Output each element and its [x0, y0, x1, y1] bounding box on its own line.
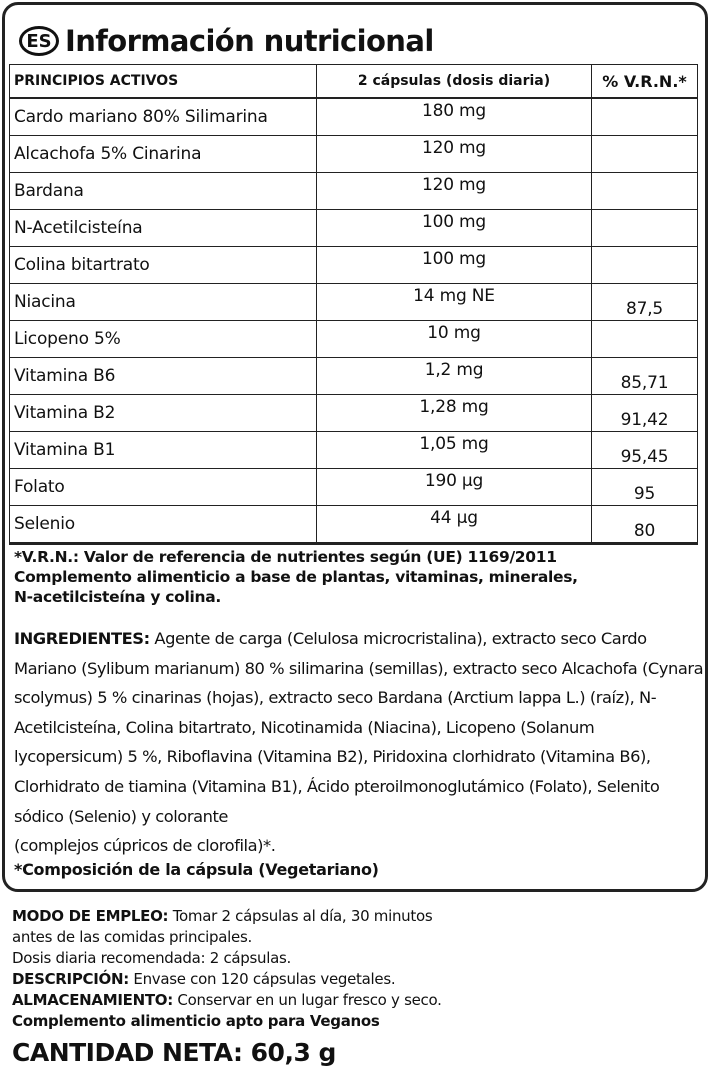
- ingredient-name: N-Acetilcisteína: [10, 210, 317, 247]
- description-text: Envase con 120 cápsulas vegetales.: [128, 970, 396, 988]
- ingredients-block: [14, 624, 704, 861]
- complement-description-1: Complemento alimenticio a base de plantas, vitaminas, minerales,: [14, 568, 578, 586]
- ingredient-vrn: [592, 210, 698, 247]
- table-row: [10, 173, 698, 210]
- ingredient-dose: 10 mg: [317, 321, 592, 358]
- ingredient-name: Alcachofa 5% Cinarina: [10, 136, 317, 173]
- ingredient-vrn: 91,42: [592, 395, 698, 432]
- ingredient-vrn: 87,5: [592, 284, 698, 321]
- ingredient-dose: 1,2 mg: [317, 358, 592, 395]
- usage-mode: [12, 906, 702, 927]
- usage-mode-text-2: antes de las comidas principales.: [12, 928, 252, 946]
- column-header-active: PRINCIPIOS ACTIVOS: [10, 65, 317, 99]
- ingredient-name: Vitamina B1: [10, 432, 317, 469]
- storage-text: Conservar en un lugar fresco y seco.: [172, 991, 442, 1009]
- ingredient-dose: 44 µg: [317, 506, 592, 544]
- storage: [12, 990, 702, 1011]
- ingredient-dose: 120 mg: [317, 136, 592, 173]
- ingredient-dose: 180 mg: [317, 98, 592, 136]
- ingredient-vrn: [592, 247, 698, 284]
- ingredient-vrn: [592, 321, 698, 358]
- header: [19, 19, 434, 63]
- ingredient-vrn: 85,71: [592, 358, 698, 395]
- language-badge: ES: [19, 26, 59, 56]
- daily-dose: Dosis diaria recomendada: 2 cápsulas.: [12, 949, 291, 967]
- ingredients-label: INGREDIENTES:: [14, 629, 150, 648]
- description: [12, 969, 702, 990]
- ingredient-name: Folato: [10, 469, 317, 506]
- ingredient-name: Licopeno 5%: [10, 321, 317, 358]
- nutrition-table: [9, 64, 698, 545]
- column-header-vrn: % V.R.N.*: [592, 65, 698, 99]
- ingredient-vrn: 95,45: [592, 432, 698, 469]
- table-header-row: [10, 65, 698, 99]
- usage-mode-text: Tomar 2 cápsulas al día, 30 minutos: [168, 907, 433, 925]
- net-quantity: CANTIDAD NETA: 60,3 g: [12, 1038, 336, 1067]
- table-row: [10, 247, 698, 284]
- ingredient-name: Vitamina B2: [10, 395, 317, 432]
- table-row: [10, 432, 698, 469]
- ingredient-vrn: [592, 136, 698, 173]
- ingredient-vrn: 80: [592, 506, 698, 544]
- ingredient-name: Vitamina B6: [10, 358, 317, 395]
- panel-title: Información nutricional: [65, 24, 434, 58]
- ingredient-name: Colina bitartrato: [10, 247, 317, 284]
- table-body: [10, 98, 698, 544]
- ingredient-dose: 1,05 mg: [317, 432, 592, 469]
- table-row: [10, 506, 698, 544]
- table-row: [10, 469, 698, 506]
- ingredient-vrn: 95: [592, 469, 698, 506]
- table-row: [10, 136, 698, 173]
- ingredient-name: Bardana: [10, 173, 317, 210]
- ingredient-dose: 14 mg NE: [317, 284, 592, 321]
- ingredient-vrn: [592, 173, 698, 210]
- capsule-note: *Composición de la cápsula (Vegetariano): [14, 860, 379, 879]
- ingredient-dose: 1,28 mg: [317, 395, 592, 432]
- ingredient-dose: 100 mg: [317, 247, 592, 284]
- ingredient-vrn: [592, 98, 698, 136]
- table-row: [10, 210, 698, 247]
- description-label: DESCRIPCIÓN:: [12, 970, 129, 988]
- table-row: [10, 98, 698, 136]
- ingredient-dose: 100 mg: [317, 210, 592, 247]
- ingredients-text-end: (complejos cúpricos de clorofila)*.: [14, 836, 276, 856]
- ingredient-dose: 190 µg: [317, 469, 592, 506]
- vrn-notes: [14, 547, 704, 607]
- vrn-definition: *V.R.N.: Valor de referencia de nutrientes según (UE) 1169/2011: [14, 548, 557, 566]
- storage-label: ALMACENAMIENTO:: [12, 991, 173, 1009]
- table-row: [10, 358, 698, 395]
- ingredients-text: Agente de carga (Celulosa microcristalina), extracto seco Cardo Mariano (Sylibum marianum) 80 % silimarina (semillas), extracto seco Alcachofa (Cynara scolymus) 5 % cinarinas (hojas), extracto seco Bardana (Arctium lappa L.) (raíz), N-Acetilcisteína, Colina bitartrato, Nicotinamida (Niacina), Licopeno (Solanum lycopersicum) 5 %, Riboflavina (Vitamina B2), Piridoxina clorhidrato (Vitamina B6), Clorhidrato de tiamina (Vitamina B1), Ácido pteroilmonoglutámico (Folato), Selenito sódico (Selenio) y colorante: [14, 629, 704, 826]
- table-row: [10, 395, 698, 432]
- table-row: [10, 321, 698, 358]
- ingredient-name: Cardo mariano 80% Silimarina: [10, 98, 317, 136]
- complement-description-2: N-acetilcisteína y colina.: [14, 588, 221, 606]
- column-header-dose: 2 cápsulas (dosis diaria): [317, 65, 592, 99]
- ingredient-name: Selenio: [10, 506, 317, 544]
- usage-mode-label: MODO DE EMPLEO:: [12, 907, 169, 925]
- table-row: [10, 284, 698, 321]
- ingredient-name: Niacina: [10, 284, 317, 321]
- ingredient-dose: 120 mg: [317, 173, 592, 210]
- vegan-note: Complemento alimenticio apto para Veganos: [12, 1012, 380, 1030]
- usage-block: [12, 906, 702, 1032]
